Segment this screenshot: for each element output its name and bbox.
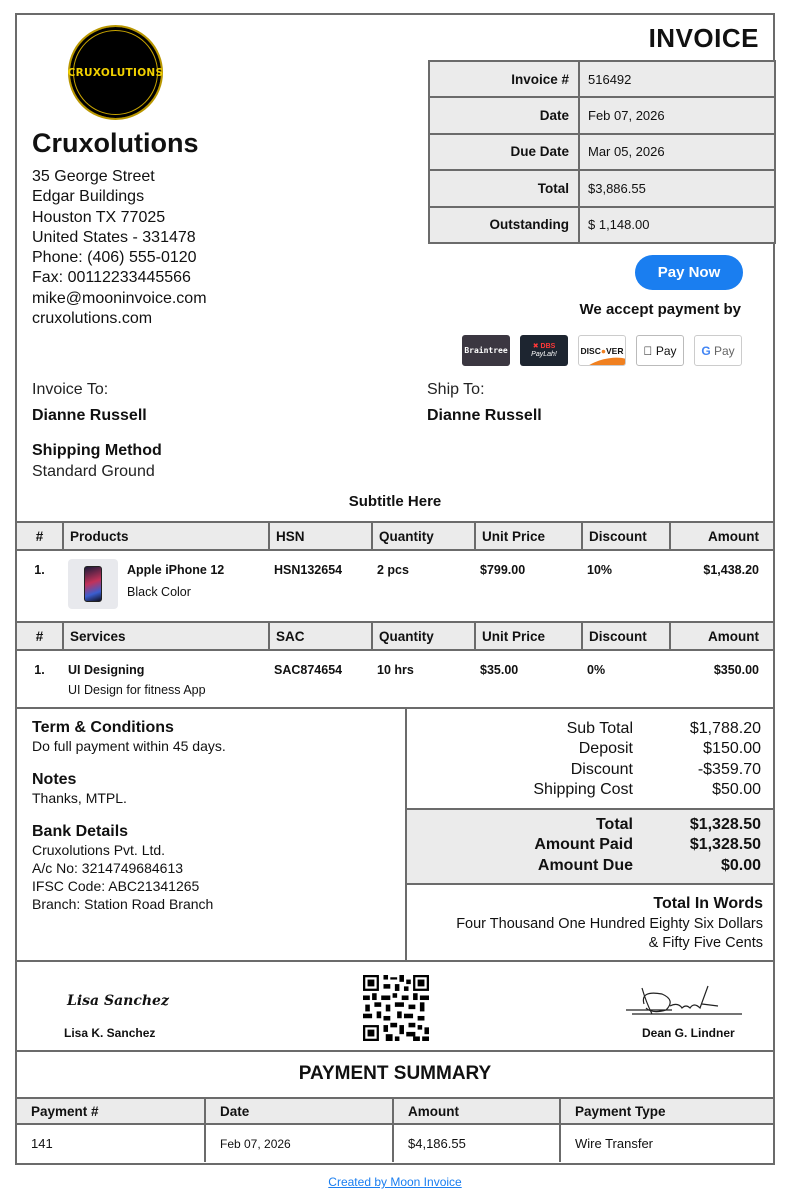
shipping-method-value: Standard Ground	[32, 463, 155, 480]
table-row	[17, 651, 773, 707]
bank-line: Cruxolutions Pvt. Ltd.	[32, 842, 166, 858]
col-services: Services	[62, 623, 268, 649]
sac: SAC874654	[274, 663, 343, 677]
ship-to-label: Ship To:	[427, 381, 485, 398]
created-by-link[interactable]: Created by Moon Invoice	[328, 1175, 462, 1189]
summary-row-discount	[407, 760, 761, 780]
col-date: Date	[204, 1099, 392, 1123]
summary-label: Sub Total	[566, 720, 633, 737]
braintree-label: Braintree	[464, 346, 508, 355]
services-header	[17, 621, 773, 651]
divider	[17, 707, 773, 709]
payment-summary-title: PAYMENT SUMMARY	[298, 1063, 492, 1084]
payment-date: Feb 07, 2026	[204, 1125, 392, 1162]
paylah-label: PayLah!	[531, 350, 557, 358]
payment-number: 141	[31, 1136, 53, 1151]
company-address	[32, 167, 207, 329]
summary-value: $50.00	[712, 780, 761, 798]
col-hsn: HSN	[268, 523, 371, 549]
signature-right-icon	[622, 980, 752, 1020]
payment-type: Wire Transfer	[559, 1125, 773, 1162]
amount: $1,438.20	[703, 563, 759, 577]
quantity: 2 pcs	[377, 563, 409, 577]
products-header	[17, 521, 773, 551]
logo-text: CRUXOLUTIONS	[67, 66, 164, 79]
col-products: Products	[62, 523, 268, 549]
col-payment-number: Payment #	[31, 1103, 99, 1119]
payment-summary-table	[17, 1097, 773, 1162]
discount: 0%	[587, 663, 606, 677]
signer-right-name: Dean G. Lindner	[642, 1026, 735, 1040]
summary-lines	[407, 719, 773, 800]
discover-icon	[578, 335, 626, 366]
bank-line: Branch: Station Road Branch	[32, 896, 214, 912]
meta-value: $3,886.55	[588, 180, 646, 196]
summary-label: Deposit	[578, 740, 633, 758]
google-pay-icon	[694, 335, 742, 366]
address-line: 35 George Street	[32, 168, 155, 185]
braintree-icon	[462, 335, 510, 366]
col-sac: SAC	[268, 623, 371, 649]
payment-summary-header	[17, 1097, 773, 1125]
invoice-to-label: Invoice To:	[32, 381, 109, 398]
quantity: 10 hrs	[377, 663, 414, 677]
amount-paid-row	[407, 835, 761, 855]
service-desc: UI Design for fitness App	[68, 683, 206, 697]
amount-due-label: Amount Due	[537, 856, 633, 874]
row-num: 1.	[34, 563, 45, 577]
words-title: Total In Words	[653, 895, 763, 912]
divider	[407, 808, 773, 810]
meta-value: Feb 07, 2026	[588, 108, 665, 124]
meta-row-outstanding	[430, 208, 774, 244]
services-table	[17, 621, 773, 707]
signature-left: Lisa Sanchez	[67, 993, 169, 1009]
col-amount: Amount	[669, 523, 773, 549]
amount: $350.00	[713, 663, 759, 677]
col-num: #	[35, 528, 44, 544]
amount-paid-label: Amount Paid	[534, 836, 633, 854]
invoice-page	[15, 13, 775, 1165]
dbs-paylah-icon	[520, 335, 568, 366]
summary-value: -$359.70	[697, 760, 761, 778]
bank-line: A/c No: 3214749684613	[32, 860, 184, 876]
service-name: UI Designing	[68, 663, 145, 677]
summary-value: $1,788.20	[689, 720, 761, 737]
website: cruxolutions.com	[32, 310, 153, 328]
meta-label: Due Date	[430, 135, 580, 169]
fax: Fax: 00112233445566	[32, 269, 191, 287]
unit-price: $799.00	[480, 563, 526, 577]
summary-row-shipping	[407, 780, 761, 800]
summary-label: Discount	[570, 760, 633, 778]
meta-row-invoice-number	[430, 62, 774, 98]
meta-value: $ 1,148.00	[588, 217, 650, 233]
totals-lines	[407, 815, 773, 876]
meta-label: Invoice #	[430, 62, 580, 96]
product-desc: Black Color	[127, 585, 191, 599]
meta-row-due-date	[430, 135, 774, 171]
summary-row-subtotal	[407, 719, 761, 739]
meta-label: Outstanding	[430, 208, 580, 242]
products-table	[17, 521, 773, 621]
bank-title: Bank Details	[32, 823, 129, 840]
gpay-label: G Pay	[701, 343, 735, 358]
total-row	[407, 815, 761, 835]
divider	[407, 883, 773, 885]
notes-text: Thanks, MTPL.	[32, 790, 127, 806]
amount-due-row	[407, 856, 761, 876]
signer-left-name: Lisa K. Sanchez	[64, 1026, 156, 1040]
meta-label: Date	[430, 98, 580, 132]
amount-due-value: $0.00	[720, 856, 761, 874]
invoice-meta-table	[428, 60, 776, 244]
col-payment-type: Payment Type	[559, 1099, 773, 1123]
notes-title: Notes	[32, 771, 77, 788]
shipping-method-label: Shipping Method	[32, 442, 162, 459]
col-quantity: Quantity	[371, 523, 474, 549]
total-in-words	[407, 895, 763, 953]
address-line: Houston TX 77025	[32, 208, 166, 226]
col-amount: Amount	[669, 623, 773, 649]
col-amount: Amount	[392, 1099, 559, 1123]
hsn: HSN132654	[274, 563, 343, 577]
service-cell	[62, 651, 268, 707]
dbs-mark: ✖ DBS	[532, 342, 556, 350]
col-num: #	[35, 628, 44, 644]
invoice-to-name: Dianne Russell	[32, 407, 147, 424]
summary-value: $150.00	[703, 740, 761, 758]
col-unit-price: Unit Price	[474, 623, 581, 649]
product-image	[68, 559, 118, 609]
summary-label: Shipping Cost	[533, 780, 633, 798]
col-unit-price: Unit Price	[474, 523, 581, 549]
total-value: $1,328.50	[689, 816, 761, 833]
meta-value: Mar 05, 2026	[588, 144, 665, 160]
pay-now-button[interactable]: Pay Now	[635, 255, 743, 290]
email: mike@mooninvoice.com	[32, 289, 207, 307]
accept-payment-label: We accept payment by	[579, 301, 741, 318]
ship-to-name: Dianne Russell	[427, 407, 542, 424]
col-discount: Discount	[581, 523, 669, 549]
address-line: United States - 331478	[32, 228, 196, 246]
company-logo	[68, 25, 163, 120]
product-name: Apple iPhone 12	[127, 563, 225, 577]
meta-value: 516492	[588, 71, 632, 87]
meta-row-date	[430, 98, 774, 134]
discover-label: DISC●VER	[580, 345, 624, 356]
unit-price: $35.00	[480, 663, 519, 677]
amount-paid-value: $1,328.50	[689, 836, 761, 854]
meta-row-total	[430, 171, 774, 207]
terms-text: Do full payment within 45 days.	[32, 738, 226, 754]
apple-pay-icon	[636, 335, 684, 366]
invoice-title: INVOICE	[648, 23, 759, 53]
phone-icon	[84, 566, 102, 602]
subtitle: Subtitle Here	[348, 493, 442, 510]
total-label: Total	[595, 816, 633, 833]
terms-section	[32, 719, 392, 913]
summary-row-deposit	[407, 739, 761, 759]
apple-pay-label: Pay	[649, 343, 671, 358]
col-quantity: Quantity	[371, 623, 474, 649]
divider	[17, 1050, 773, 1052]
divider	[17, 960, 773, 962]
bank-line: IFSC Code: ABC21341265	[32, 878, 200, 894]
row-num: 1.	[34, 663, 45, 677]
payment-amount: $4,186.55	[392, 1125, 559, 1162]
words-line: & Fifty Five Cents	[648, 935, 763, 951]
discount: 10%	[587, 563, 613, 577]
phone: Phone: (406) 555-0120	[32, 249, 197, 267]
company-name: Cruxolutions	[32, 128, 199, 158]
qr-code-icon	[362, 975, 430, 1041]
meta-label: Total	[430, 171, 580, 205]
col-discount: Discount	[581, 623, 669, 649]
terms-title: Term & Conditions	[32, 719, 174, 736]
product-cell	[62, 551, 268, 621]
words-line: Four Thousand One Hundred Eighty Six Dollars	[456, 916, 763, 932]
table-row	[17, 1125, 773, 1162]
address-line: Edgar Buildings	[32, 188, 145, 206]
table-row	[17, 551, 773, 621]
